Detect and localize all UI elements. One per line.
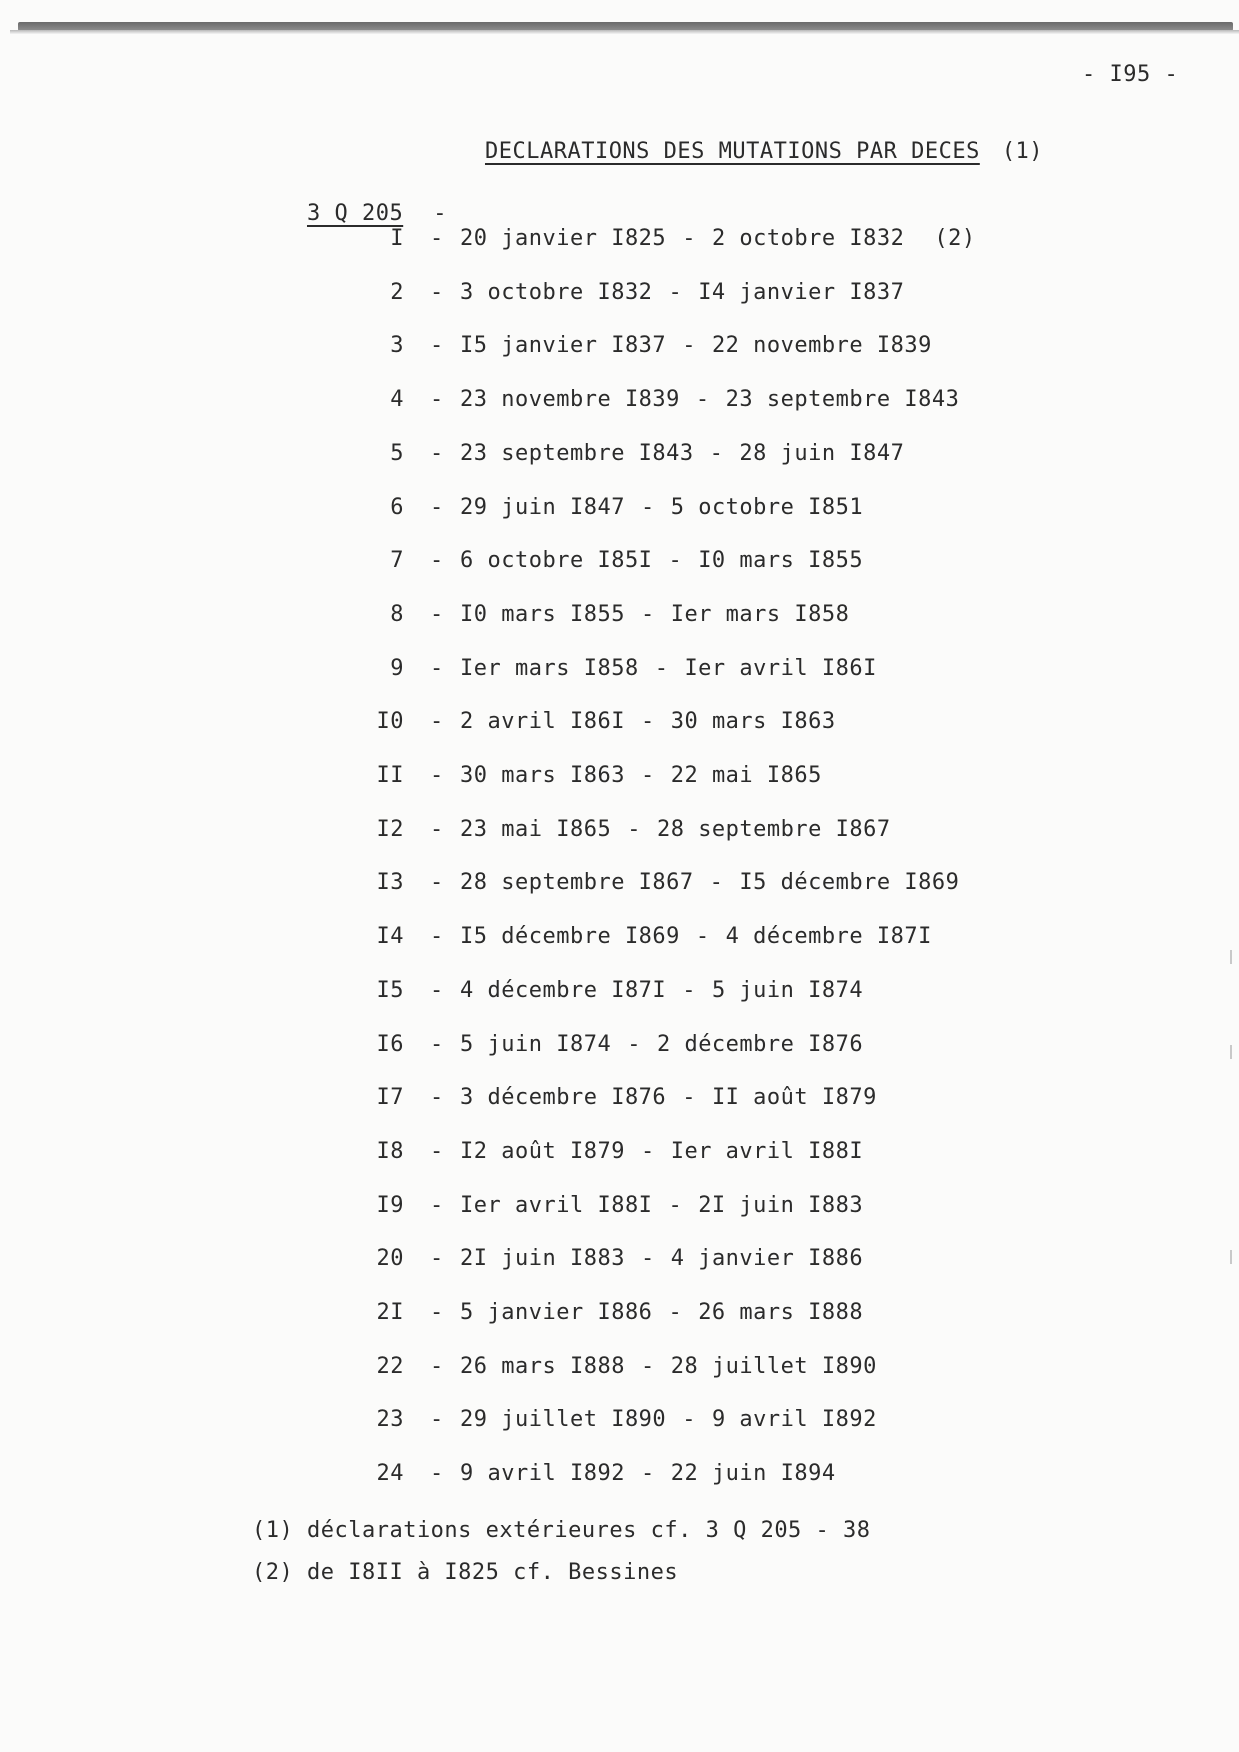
entry-date-range — [460, 280, 904, 305]
entry-range-dash: - — [640, 495, 655, 520]
entry-dash: - — [430, 333, 444, 358]
entry-end-date: 28 septembre I867 — [656, 817, 891, 842]
entry-start-date: 5 janvier I886 — [460, 1300, 653, 1325]
entry-dash: - — [430, 1085, 444, 1110]
entry-start-date: 23 mai I865 — [460, 817, 612, 842]
entry-end-date: I5 décembre I869 — [739, 870, 960, 895]
entry-number: II — [376, 763, 404, 788]
footnotes — [252, 1518, 871, 1602]
entry-start-date: 23 novembre I839 — [460, 387, 680, 412]
entry-dash: - — [430, 1354, 444, 1379]
entry-dash: - — [430, 1407, 444, 1432]
entry-number: I8 — [376, 1139, 404, 1164]
entry-end-date: 28 juillet I890 — [670, 1354, 877, 1379]
archive-code-dash: - — [433, 201, 447, 226]
entry-date-range — [460, 387, 959, 412]
entry-range-dash: - — [640, 602, 655, 627]
entry-range-dash: - — [640, 1246, 655, 1271]
page-number: - I95 - — [1082, 62, 1179, 87]
entry-dash: - — [430, 656, 444, 681]
entry-start-date: I5 janvier I837 — [460, 333, 667, 358]
entry-range-dash: - — [640, 1139, 655, 1164]
entry-start-date: I5 décembre I869 — [460, 924, 680, 949]
entry-number: 3 — [390, 333, 404, 358]
entry-number: I5 — [376, 978, 404, 1003]
entry-date-range — [460, 656, 877, 681]
entry-end-date: 2I juin I883 — [698, 1193, 864, 1218]
entry-start-date: 9 avril I892 — [460, 1461, 625, 1486]
entry-start-date: 26 mars I888 — [460, 1354, 625, 1379]
entry-dash: - — [430, 763, 444, 788]
entry-end-date: 26 mars I888 — [698, 1300, 864, 1325]
entry-date-range — [460, 1246, 863, 1271]
entry-start-date: 28 septembre I867 — [460, 870, 694, 895]
entry-date-range — [460, 602, 849, 627]
entry-end-date: 22 mai I865 — [670, 763, 822, 788]
archive-reference — [252, 176, 447, 251]
entry-dash: - — [430, 280, 444, 305]
entry-date-range — [460, 763, 822, 788]
entry-range-dash: - — [668, 1300, 683, 1325]
entry-date-range — [460, 495, 863, 520]
entry-date-range — [460, 1139, 863, 1164]
entry-range-dash: - — [682, 978, 696, 1003]
title-footnote-ref: (1) — [1001, 139, 1044, 164]
entry-number: I7 — [376, 1085, 404, 1110]
entry-range-dash: - — [640, 709, 655, 734]
entry-end-date: 28 juin I847 — [739, 441, 905, 466]
entry-end-date: 2 décembre I876 — [656, 1032, 864, 1057]
entry-date-range — [460, 226, 976, 251]
entry-number: I — [390, 226, 404, 251]
entry-date-range — [460, 1407, 877, 1432]
entry-start-date: Ier mars I858 — [460, 656, 639, 681]
entry-end-date: 4 janvier I886 — [670, 1246, 864, 1271]
entry-number: 2 — [390, 280, 404, 305]
entry-date-range — [460, 1085, 877, 1110]
scan-edge-mark — [1230, 1045, 1232, 1059]
entry-date-range — [460, 548, 863, 573]
entry-dash: - — [430, 1246, 444, 1271]
entry-range-dash: - — [668, 1193, 683, 1218]
entry-range-dash: - — [668, 280, 683, 305]
entry-dash: - — [430, 495, 444, 520]
entry-number: 5 — [390, 441, 404, 466]
entry-number: I4 — [376, 924, 404, 949]
title-text: DECLARATIONS DES MUTATIONS PAR DECES — [484, 139, 980, 164]
entry-start-date: I0 mars I855 — [460, 602, 625, 627]
entry-end-date: Ier avril I86I — [684, 656, 877, 681]
entry-range-dash: - — [668, 548, 683, 573]
entry-dash: - — [430, 387, 444, 412]
entry-date-range — [460, 1193, 863, 1218]
entry-dash: - — [430, 817, 444, 842]
entry-end-date: 30 mars I863 — [670, 709, 836, 734]
entry-range-dash: - — [627, 817, 641, 842]
entry-start-date: 2I juin I883 — [460, 1246, 625, 1271]
entry-end-date: 4 décembre I87I — [725, 924, 932, 949]
entry-footnote-ref: (2) — [934, 226, 976, 251]
entry-end-date: 22 novembre I839 — [711, 333, 932, 358]
entry-dash: - — [430, 602, 444, 627]
entry-number: I2 — [376, 817, 404, 842]
entry-date-range — [460, 870, 959, 895]
entry-number: 22 — [376, 1354, 404, 1379]
entry-number: 7 — [390, 548, 404, 573]
entry-date-range — [460, 441, 904, 466]
entry-dash: - — [430, 870, 444, 895]
entry-range-dash: - — [627, 1032, 641, 1057]
entry-range-dash: - — [682, 333, 696, 358]
entry-number: 23 — [376, 1407, 404, 1432]
entry-date-range — [460, 1300, 863, 1325]
entry-number: 20 — [376, 1246, 404, 1271]
entry-range-dash: - — [640, 1461, 655, 1486]
entry-range-dash: - — [654, 656, 669, 681]
entry-start-date: Ier avril I88I — [460, 1193, 653, 1218]
entry-dash: - — [430, 978, 444, 1003]
entry-number: I6 — [376, 1032, 404, 1057]
entry-range-dash: - — [695, 387, 710, 412]
entry-start-date: 29 juin I847 — [460, 495, 625, 520]
entry-end-date: Ier avril I88I — [670, 1139, 864, 1164]
entry-date-range — [460, 1032, 863, 1057]
entry-number: 24 — [376, 1461, 404, 1486]
entry-range-dash: - — [682, 1085, 696, 1110]
entry-dash: - — [430, 226, 444, 251]
entry-dash: - — [430, 441, 444, 466]
entry-dash: - — [430, 1032, 444, 1057]
entry-number: 2I — [376, 1300, 404, 1325]
entry-date-range — [460, 817, 891, 842]
entry-start-date: 23 septembre I843 — [460, 441, 694, 466]
entry-range-dash: - — [682, 226, 696, 251]
entry-range-dash: - — [682, 1407, 696, 1432]
entry-range-dash: - — [695, 924, 710, 949]
entry-number: 6 — [390, 495, 404, 520]
archive-code: 3 Q 205 — [306, 201, 404, 226]
entry-number: I3 — [376, 870, 404, 895]
entry-end-date: I4 janvier I837 — [698, 280, 905, 305]
entry-dash: - — [430, 924, 444, 949]
entry-start-date: 30 mars I863 — [460, 763, 625, 788]
entry-dash: - — [430, 1300, 444, 1325]
scan-edge-mark — [1230, 950, 1232, 964]
entry-end-date: 9 avril I892 — [711, 1407, 877, 1432]
entry-number: 4 — [390, 387, 404, 412]
entry-start-date: 20 janvier I825 — [460, 226, 667, 251]
entry-end-date: 5 juin I874 — [711, 978, 864, 1003]
scan-top-shadow — [10, 30, 1239, 34]
entry-start-date: 2 avril I86I — [460, 709, 625, 734]
entry-date-range — [460, 1461, 836, 1486]
entry-start-date: 6 octobre I85I — [460, 548, 653, 573]
scan-edge-mark — [1230, 1250, 1232, 1264]
entry-end-date: 2 octobre I832 — [711, 226, 905, 251]
footnote: (2) de I8II à I825 cf. Bessines — [252, 1560, 679, 1585]
entry-start-date: I2 août I879 — [460, 1139, 625, 1164]
document-title — [430, 114, 1043, 189]
entry-dash: - — [430, 1193, 444, 1218]
entry-date-range — [460, 924, 932, 949]
entry-end-date: 23 septembre I843 — [725, 387, 960, 412]
entry-end-date: 5 octobre I851 — [670, 495, 864, 520]
entry-end-date: Ier mars I858 — [670, 602, 850, 627]
entry-range-dash: - — [640, 1354, 655, 1379]
entry-end-date: I0 mars I855 — [698, 548, 864, 573]
entry-date-range — [460, 709, 836, 734]
entry-end-date: 22 juin I894 — [670, 1461, 836, 1486]
entry-range-dash: - — [640, 763, 655, 788]
entry-start-date: 4 décembre I87I — [460, 978, 667, 1003]
entry-dash: - — [430, 548, 444, 573]
entry-start-date: 3 octobre I832 — [460, 280, 653, 305]
entry-range-dash: - — [709, 441, 724, 466]
entry-start-date: 3 décembre I876 — [460, 1085, 667, 1110]
entry-number: I9 — [376, 1193, 404, 1218]
entry-date-range — [460, 978, 863, 1003]
entry-range-dash: - — [709, 870, 724, 895]
entry-date-range — [460, 1354, 877, 1379]
entry-number: 8 — [390, 602, 404, 627]
entry-start-date: 29 juillet I890 — [460, 1407, 667, 1432]
entry-number: I0 — [376, 709, 404, 734]
entry-dash: - — [430, 709, 444, 734]
entry-start-date: 5 juin I874 — [460, 1032, 612, 1057]
entry-end-date: II août I879 — [711, 1085, 877, 1110]
entry-dash: - — [430, 1461, 444, 1486]
entry-date-range — [460, 333, 932, 358]
entry-number: 9 — [390, 656, 404, 681]
entry-dash: - — [430, 1139, 444, 1164]
footnote: (1) déclarations extérieures cf. 3 Q 205 - 38 — [252, 1518, 871, 1543]
